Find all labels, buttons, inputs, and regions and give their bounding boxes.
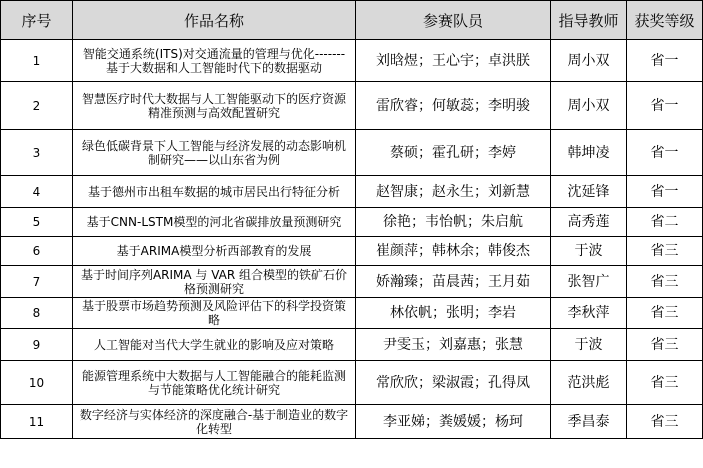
row-team: 尹雯玉；刘嘉惠；张慧 [356, 329, 551, 361]
table-row [1, 405, 703, 439]
table-row [1, 130, 703, 176]
row-award: 省一 [627, 130, 703, 176]
row-num: 1 [1, 40, 73, 82]
row-num: 10 [1, 361, 73, 405]
row-award: 省三 [627, 237, 703, 266]
row-mentor: 沈延锋 [551, 176, 627, 208]
row-title: 基于CNN-LSTM模型的河北省碳排放量预测研究 [73, 208, 356, 237]
table-row [1, 237, 703, 266]
row-team: 雷欣睿；何敏蕊；李明骏 [356, 82, 551, 130]
row-title: 基于时间序列ARIMA 与 VAR 组合模型的铁矿石价格预测研究 [73, 266, 356, 298]
table-row [1, 208, 703, 237]
row-mentor: 韩坤凌 [551, 130, 627, 176]
table-row [1, 361, 703, 405]
row-num: 8 [1, 298, 73, 329]
row-mentor: 季昌泰 [551, 405, 627, 439]
row-title: 能源管理系统中大数据与人工智能融合的能耗监测与节能策略优化统计研究 [73, 361, 356, 405]
row-team: 崔颜萍；韩林余；韩俊杰 [356, 237, 551, 266]
row-mentor: 于波 [551, 237, 627, 266]
header-num: 序号 [1, 1, 73, 40]
row-mentor: 高秀莲 [551, 208, 627, 237]
row-team: 刘晗煜；王心宇；卓洪朕 [356, 40, 551, 82]
row-num: 2 [1, 82, 73, 130]
row-num: 3 [1, 130, 73, 176]
row-mentor: 张智广 [551, 266, 627, 298]
row-team: 林依帆；张明；李岩 [356, 298, 551, 329]
row-mentor: 于波 [551, 329, 627, 361]
row-award: 省三 [627, 266, 703, 298]
row-team: 娇瀚臻；苗晨茜；王月茹 [356, 266, 551, 298]
header-title: 作品名称 [73, 1, 356, 40]
row-team: 徐艳；韦怡帆；朱启航 [356, 208, 551, 237]
table-row [1, 82, 703, 130]
table-row [1, 40, 703, 82]
table-row [1, 176, 703, 208]
row-award: 省一 [627, 40, 703, 82]
table-row [1, 298, 703, 329]
row-team: 常欣欣；梁淑霞；孔得凤 [356, 361, 551, 405]
row-award: 省三 [627, 405, 703, 439]
header-row [1, 1, 703, 40]
row-award: 省三 [627, 361, 703, 405]
row-title: 基于股票市场趋势预测及风险评估下的科学投资策略 [73, 298, 356, 329]
row-num: 11 [1, 405, 73, 439]
table-row [1, 329, 703, 361]
table-row [1, 266, 703, 298]
row-team: 赵智康；赵永生；刘新慧 [356, 176, 551, 208]
row-award: 省二 [627, 208, 703, 237]
header-team: 参赛队员 [356, 1, 551, 40]
row-team: 蔡硕；霍孔研；李婷 [356, 130, 551, 176]
header-mentor: 指导教师 [551, 1, 627, 40]
row-award: 省一 [627, 82, 703, 130]
row-award: 省一 [627, 176, 703, 208]
row-title: 绿色低碳背景下人工智能与经济发展的动态影响机制研究——以山东省为例 [73, 130, 356, 176]
row-mentor: 范洪彪 [551, 361, 627, 405]
row-num: 9 [1, 329, 73, 361]
row-team: 李亚娣；粪媛媛；杨珂 [356, 405, 551, 439]
row-award: 省三 [627, 329, 703, 361]
row-title: 基于ARIMA模型分析西部教育的发展 [73, 237, 356, 266]
row-num: 7 [1, 266, 73, 298]
row-num: 5 [1, 208, 73, 237]
row-award: 省三 [627, 298, 703, 329]
row-mentor: 周小双 [551, 40, 627, 82]
row-num: 4 [1, 176, 73, 208]
row-mentor: 李秋萍 [551, 298, 627, 329]
row-mentor: 周小双 [551, 82, 627, 130]
row-title: 人工智能对当代大学生就业的影响及应对策略 [73, 329, 356, 361]
row-title: 智能交通系统(ITS)对交通流量的管理与优化-------基于大数据和人工智能时代下的数据驱动 [73, 40, 356, 82]
row-num: 6 [1, 237, 73, 266]
row-title: 智慧医疗时代大数据与人工智能驱动下的医疗资源精准预测与高效配置研究 [73, 82, 356, 130]
row-title: 数字经济与实体经济的深度融合-基于制造业的数字化转型 [73, 405, 356, 439]
header-award: 获奖等级 [627, 1, 703, 40]
row-title: 基于德州市出租车数据的城市居民出行特征分析 [73, 176, 356, 208]
